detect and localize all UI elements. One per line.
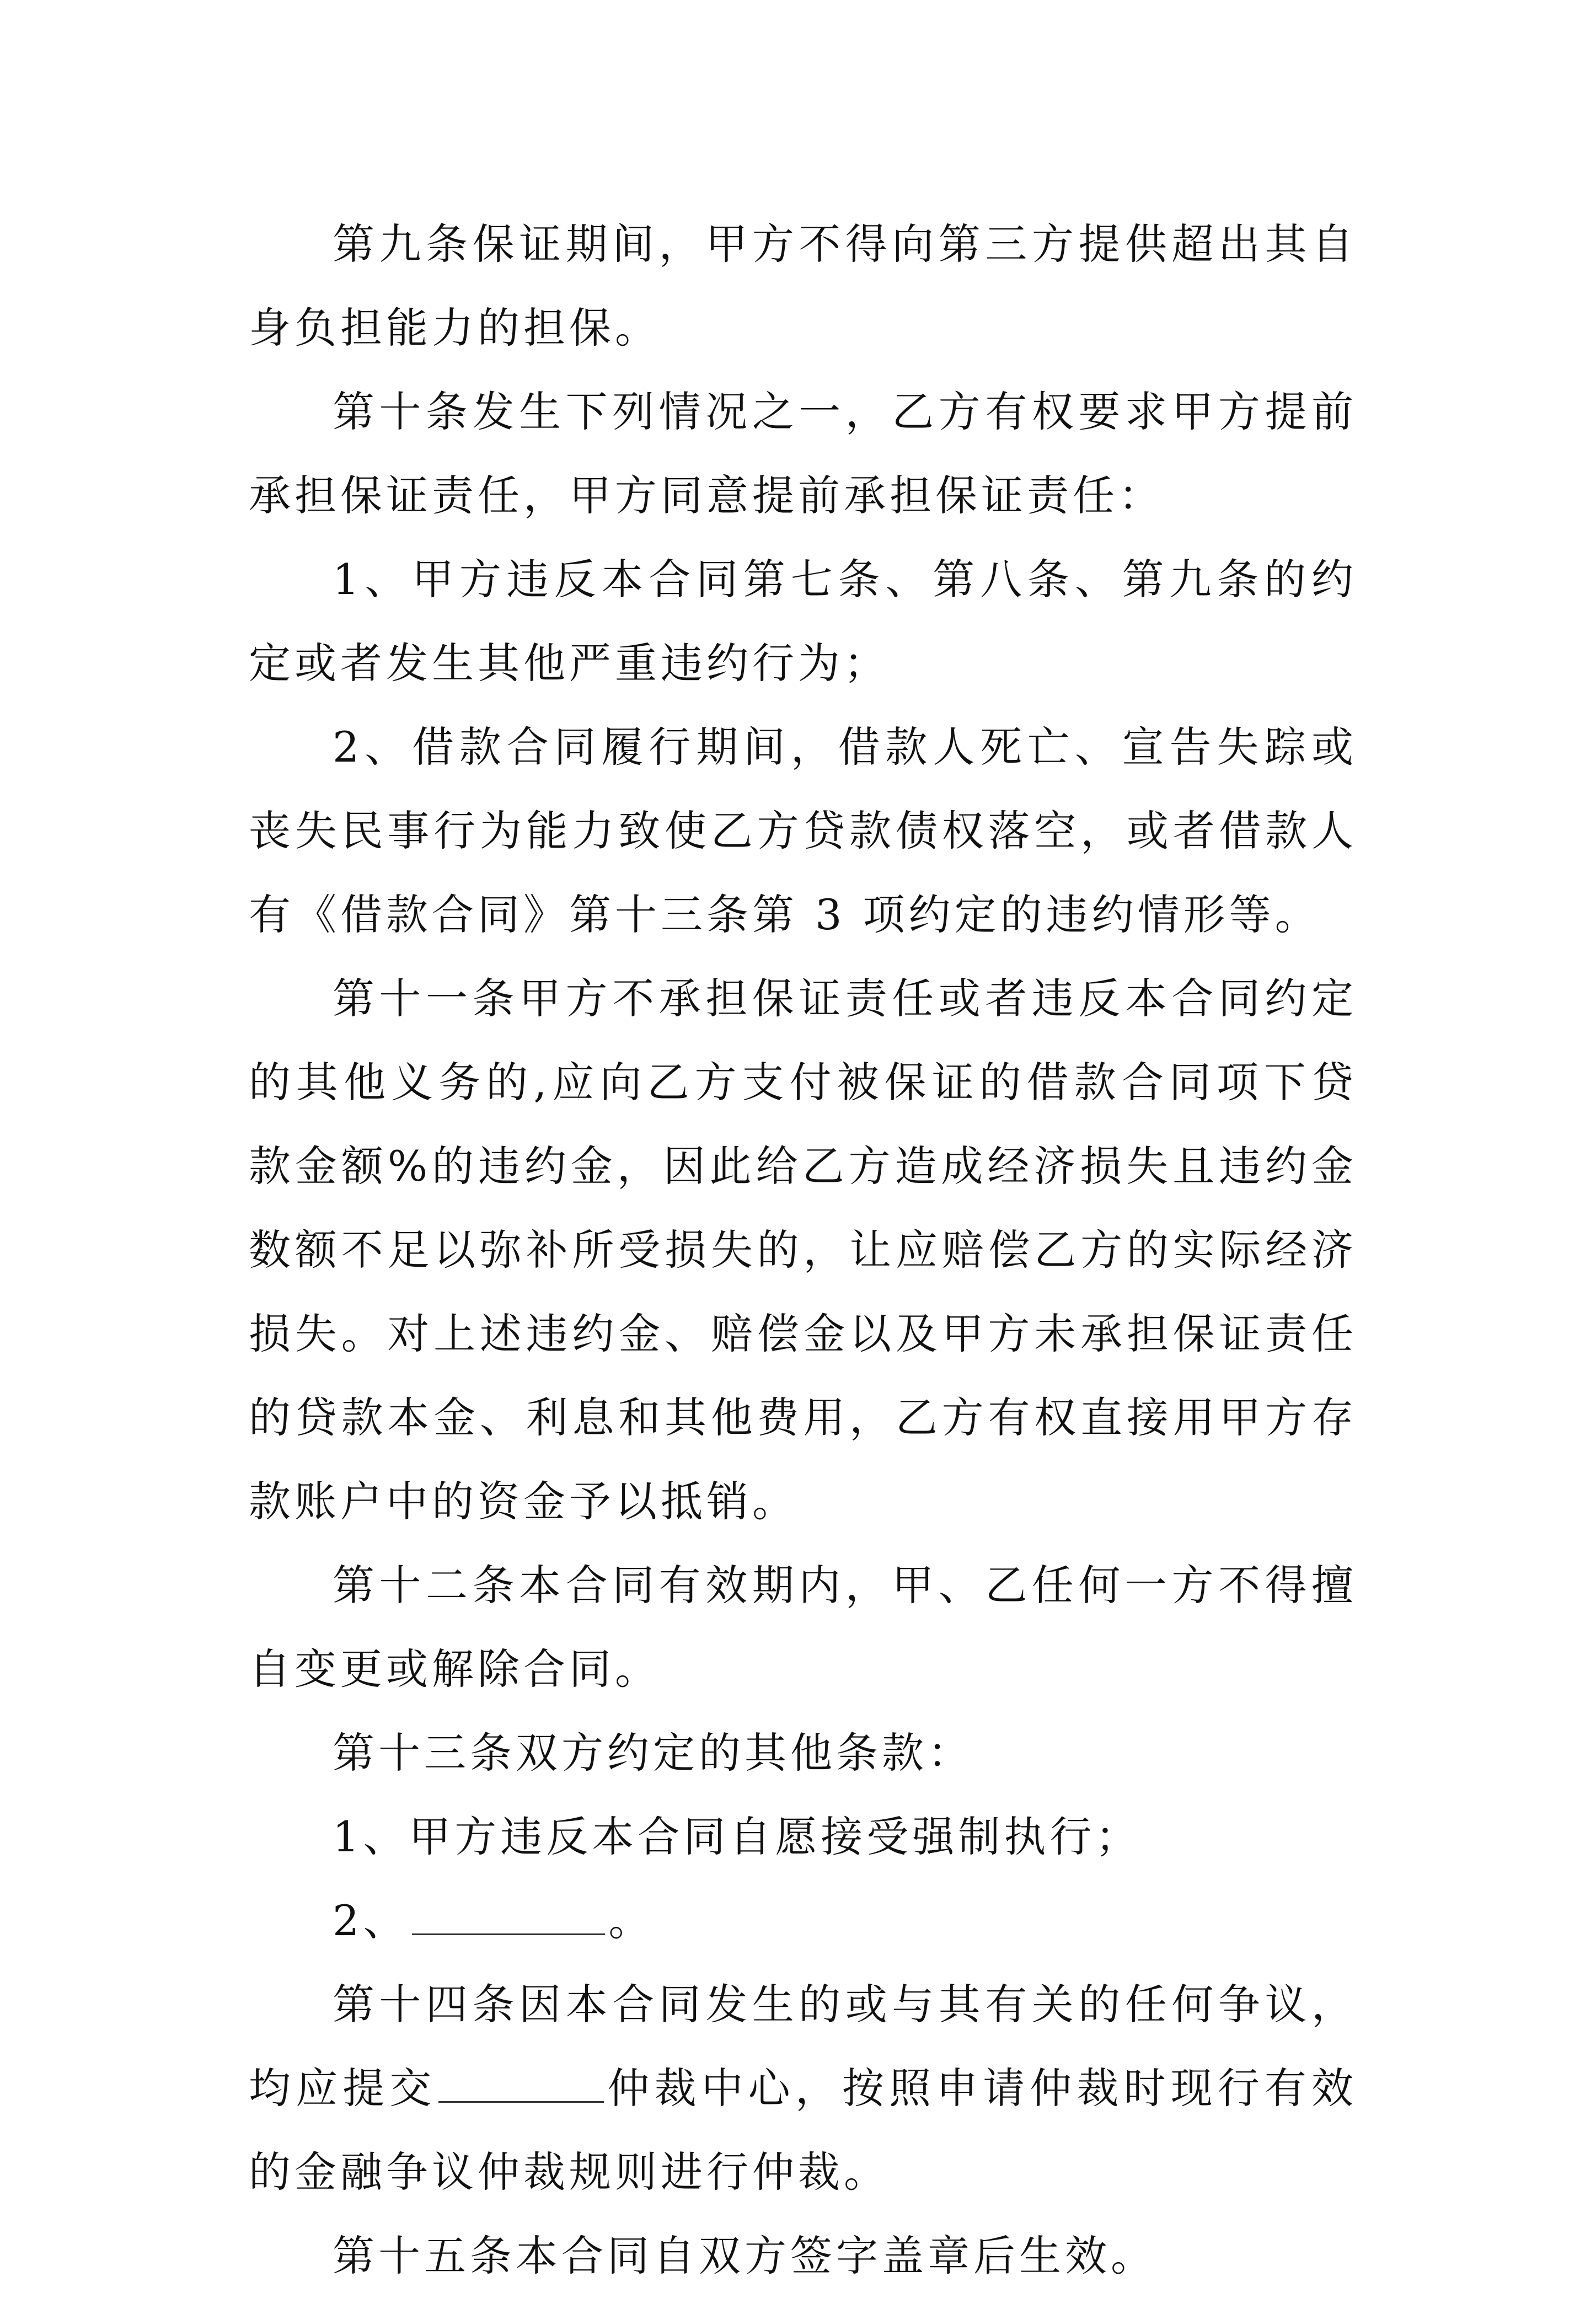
clause-10: 第十条发生下列情况之一，乙方有权要求甲方提前承担保证责任，甲方同意提前承担保证责任： [249,387,1357,520]
clause-12: 第十二条本合同有效期内，甲、乙任何一方不得擅自变更或解除合同。 [249,1561,1357,1694]
clause-14-prefix: 第十四条因本合同发生的或与其有关的任何争议，均应提交 [249,1980,1357,2113]
document-body [249,202,1357,2298]
clause-15: 第十五条本合同自双方签字盖章后生效。 [333,2231,1156,2280]
clause-14 [249,1963,1357,2214]
clause-13-item-2 [249,1879,1357,1963]
blank-line [412,1895,605,1935]
clause-13-item-2-suffix: 。 [608,1896,655,1945]
blank-line [438,2063,604,2103]
clause-11: 第十一条甲方不承担保证责任或者违反本合同约定的其他义务的,应向乙方支付被保证的借款合同项下贷款金额%的违约金，因此给乙方造成经济损失且违约金数额不足以弥补所受损失的，让应赔偿乙方的实际经济损失。对上述违约金、赔偿金以及甲方未承担保证责任的贷款本金、利息和其他费用，乙方有权直接用甲方存款账户中的资金予以抵销。 [249,974,1357,1526]
clause-10-item-2: 2、借款合同履行期间，借款人死亡、宣告失踪或丧失民事行为能力致使乙方贷款债权落空，或者借款人有《借款合同》第十三条第 3 项约定的违约情形等。 [249,722,1357,939]
clause-13: 第十三条双方约定的其他条款： [333,1728,973,1777]
clause-10-item-1: 1、甲方违反本合同第七条、第八条、第九条的约定或者发生其他严重违约行为； [249,555,1357,688]
clause-9: 第九条保证期间，甲方不得向第三方提供超出其自身负担能力的担保。 [249,219,1357,352]
clause-13-item-1: 1、甲方违反本合同自愿接受强制执行； [333,1812,1142,1861]
clause-14-suffix: 仲裁中心，按照申请仲裁时现行有效的金融争议仲裁规则进行仲裁。 [249,2064,1358,2197]
clause-13-item-2-prefix: 2、 [333,1896,409,1945]
